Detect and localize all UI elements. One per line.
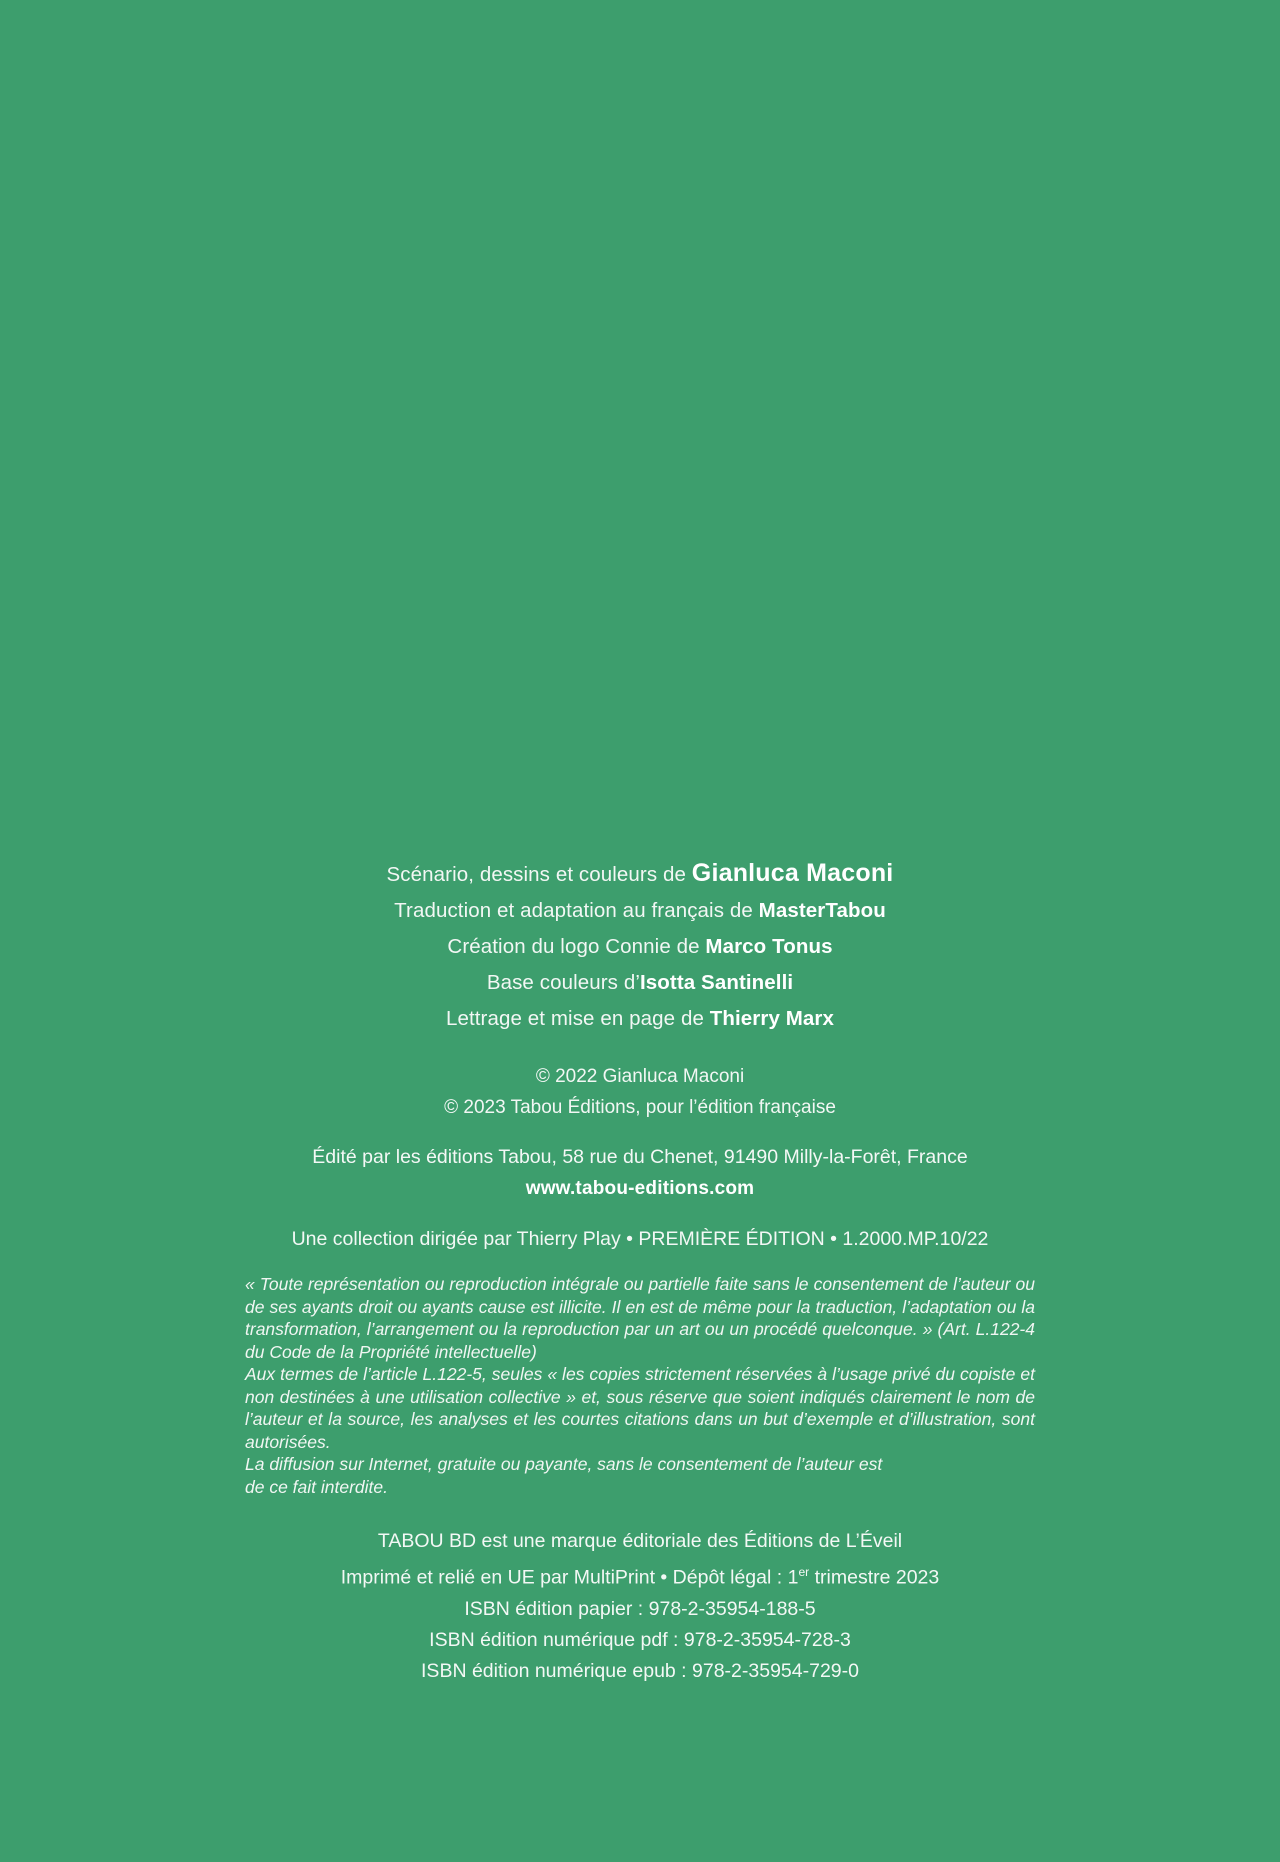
- credit-name: Marco Tonus: [705, 935, 833, 958]
- credit-name: MasterTabou: [758, 899, 886, 922]
- publisher-address: Édité par les éditions Tabou, 58 rue du Chenet, 91490 Milly-la-Forêt, France: [312, 1146, 968, 1168]
- credit-line-logo: [230, 929, 1050, 965]
- footer-printing: [0, 1557, 1280, 1594]
- legal-notice: [245, 1273, 1035, 1498]
- publisher-website[interactable]: www.tabou-editions.com: [525, 1178, 755, 1199]
- isbn-epub: ISBN édition numérique epub : 978-2-35954-729-0: [421, 1659, 859, 1682]
- spacer: [0, 1037, 1280, 1061]
- copyright-block: [0, 1061, 1280, 1123]
- credit-prefix: Traduction et adaptation au français de: [394, 899, 759, 922]
- credit-prefix: Création du logo Connie de: [447, 935, 706, 958]
- copyright-publisher: © 2023 Tabou Éditions, pour l’édition française: [444, 1097, 836, 1118]
- credit-name: Thierry Marx: [709, 1007, 835, 1030]
- footer-block: [0, 1526, 1280, 1687]
- footer-printing-prefix: Imprimé et relié en UE par MultiPrint • Dépôt légal : 1: [340, 1566, 799, 1589]
- copyright-author: © 2022 Gianluca Maconi: [535, 1066, 745, 1087]
- credit-line-colors: [230, 965, 1050, 1001]
- collection-line: Une collection dirigée par Thierry Play • PREMIÈRE ÉDITION • 1.2000.MP.10/22: [291, 1228, 989, 1250]
- legal-paragraph-2: Aux termes de l’article L.122-5, seules « les copies strictement réservées à l’usage privé du copiste et non destinées à une utilisation collective » et, sous réserve que soient indiqués clairement le nom de l’auteur et la source, les analyses et les courtes citations dans un but d’exemple et d’illustration, sont autorisées.: [245, 1364, 1035, 1452]
- credit-name: Isotta Santinelli: [639, 971, 794, 994]
- credit-line-scenario: [230, 855, 1050, 893]
- spacer: [0, 1205, 1280, 1223]
- footer-printing-suffix: trimestre 2023: [809, 1566, 940, 1589]
- isbn-paper: ISBN édition papier : 978-2-35954-188-5: [464, 1597, 816, 1620]
- publisher-block: [0, 1141, 1280, 1205]
- footer-brand: TABOU BD est une marque éditoriale des Éditions de L’Éveil: [377, 1530, 903, 1552]
- colophon-content: [0, 855, 1280, 1687]
- isbn-pdf: ISBN édition numérique pdf : 978-2-35954-728-3: [429, 1628, 851, 1651]
- credit-line-lettering: [230, 1001, 1050, 1037]
- legal-paragraph-3: La diffusion sur Internet, gratuite ou payante, sans le consentement de l’auteur est: [245, 1454, 883, 1474]
- legal-paragraph-1: « Toute représentation ou reproduction intégrale ou partielle faite sans le consentement de l’auteur ou de ses ayants droit ou ayants cause est illicite. Il en est de même pour la traduction, l’adaptation ou la transformation, l’arrangement ou la reproduction par un art ou un procédé quelconque. » (Art. L.122-4 du Code de la Propriété intellectuelle): [245, 1274, 1035, 1362]
- credit-prefix: Base couleurs d’: [486, 971, 640, 994]
- credits-block: [230, 855, 1050, 1037]
- credit-name: Gianluca Maconi: [691, 859, 894, 887]
- legal-paragraph-4: de ce fait interdite.: [245, 1476, 388, 1497]
- footer-printing-sup: er: [798, 1565, 810, 1579]
- credit-prefix: Lettrage et mise en page de: [445, 1007, 710, 1030]
- credit-prefix: Scénario, dessins et couleurs de: [386, 863, 692, 886]
- spacer: [0, 1123, 1280, 1141]
- credit-line-translation: [230, 893, 1050, 929]
